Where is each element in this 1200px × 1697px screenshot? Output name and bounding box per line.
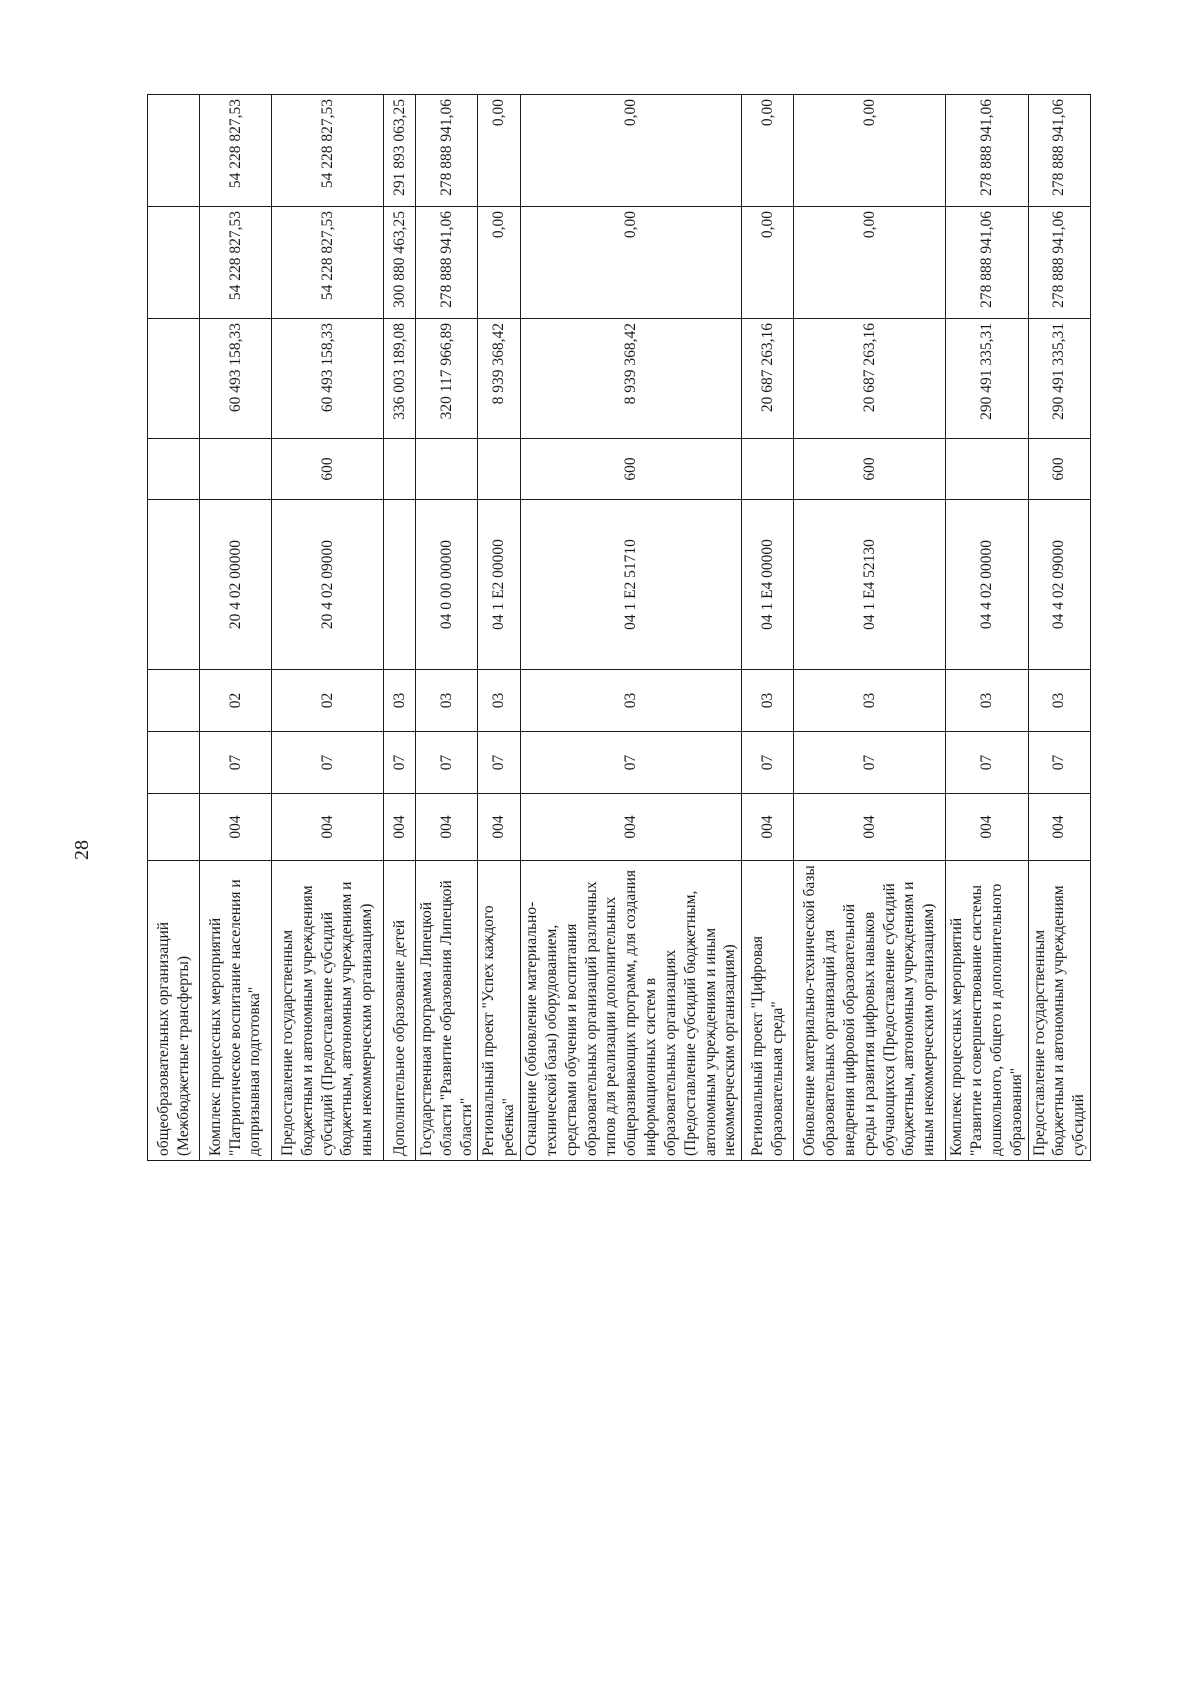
amount-year-2: 278 888 941,06: [416, 207, 478, 319]
amount-year-2: 278 888 941,06: [1028, 207, 1090, 319]
amount-year-2: 0,00: [521, 207, 742, 319]
amount-year-3: 0,00: [521, 95, 742, 207]
section-code: 07: [416, 732, 478, 794]
amount-year-1: 320 117 966,89: [416, 319, 478, 439]
row-name: Государственная программа Липецкой области "Развитие образования Липецкой области": [416, 861, 478, 1161]
row-name: Обновление материально-технической базы образовательных организаций для внедрения цифровой образовательной среды и развития цифровых навыков обучающихся (Предоставление субсидий бюджетным, автономным учреждениям и иным некоммерческим организациям): [794, 861, 946, 1161]
section-code: 07: [478, 732, 521, 794]
amount-year-1: 20 687 263,16: [794, 319, 946, 439]
row-name: Региональный проект "Успех каждого ребенка": [478, 861, 521, 1161]
table-row: [384, 95, 416, 1161]
section-code: 07: [521, 732, 742, 794]
expense-type-code: 600: [272, 439, 384, 500]
amount-year-1: 290 491 335,31: [1028, 319, 1090, 439]
table-row: [416, 95, 478, 1161]
budget-table-rotated: [147, 95, 1088, 1161]
row-name: общеобразовательных организаций (Межбюджетные трансферты): [148, 861, 200, 1161]
row-name: Предоставление государственным бюджетным и автономным учреждениям субсидий: [1028, 861, 1090, 1161]
amount-year-3: 0,00: [742, 95, 794, 207]
section-code: 07: [384, 732, 416, 794]
amount-year-3: 54 228 827,53: [200, 95, 272, 207]
target-article-code: 04 4 02 09000: [1028, 500, 1090, 670]
table-row: [200, 95, 272, 1161]
subsection-code: 02: [200, 670, 272, 732]
subsection-code: 03: [1028, 670, 1090, 732]
section-code: 07: [200, 732, 272, 794]
amount-year-1: 8 939 368,42: [478, 319, 521, 439]
expense-type-code: [416, 439, 478, 500]
amount-year-3: 0,00: [794, 95, 946, 207]
amount-year-1: 60 493 158,33: [200, 319, 272, 439]
subsection-code: 03: [521, 670, 742, 732]
target-article-code: 20 4 02 09000: [272, 500, 384, 670]
target-article-code: 04 1 Е4 00000: [742, 500, 794, 670]
target-article-code: 04 0 00 00000: [416, 500, 478, 670]
amount-year-1: 8 939 368,42: [521, 319, 742, 439]
row-name: Комплекс процессных мероприятий "Патриотическое воспитание населения и допризывная подготовка": [200, 861, 272, 1161]
target-article-code: 04 1 Е4 52130: [794, 500, 946, 670]
table-row: [742, 95, 794, 1161]
subsection-code: 03: [742, 670, 794, 732]
amount-year-1: 336 003 189,08: [384, 319, 416, 439]
ved-code: 004: [384, 794, 416, 861]
table-row: [272, 95, 384, 1161]
table-row: [478, 95, 521, 1161]
subsection-code: 02: [272, 670, 384, 732]
amount-year-2: 300 880 463,25: [384, 207, 416, 319]
amount-year-3: 278 888 941,06: [1028, 95, 1090, 207]
expense-type-code: 600: [521, 439, 742, 500]
expense-type-code: 600: [1028, 439, 1090, 500]
table-row: [794, 95, 946, 1161]
expense-type-code: [148, 439, 200, 500]
target-article-code: 20 4 02 00000: [200, 500, 272, 670]
amount-year-2: 0,00: [742, 207, 794, 319]
ved-code: 004: [478, 794, 521, 861]
amount-year-3: 278 888 941,06: [946, 95, 1028, 207]
target-article-code: [148, 500, 200, 670]
row-name: Комплекс процессных мероприятий "Развитие и совершенствование системы дошкольного, общего и дополнительного образования": [946, 861, 1028, 1161]
row-name: Дополнительное образование детей: [384, 861, 416, 1161]
ved-code: 004: [272, 794, 384, 861]
amount-year-2: 0,00: [794, 207, 946, 319]
amount-year-3: 0,00: [478, 95, 521, 207]
amount-year-2: 54 228 827,53: [200, 207, 272, 319]
amount-year-1: [148, 319, 200, 439]
row-name: Оснащение (обновление материально-технической базы) оборудованием, средствами обучения и воспитания образовательных организаций различных типов для реализации дополнительных общеразвивающих программ, для создания информационных систем в образовательных организациях (Предоставление субсидий бюджетным, автономным учреждениям и иным некоммерческим организациям): [521, 861, 742, 1161]
ved-code: 004: [742, 794, 794, 861]
ved-code: 004: [946, 794, 1028, 861]
subsection-code: [148, 670, 200, 732]
ved-code: 004: [794, 794, 946, 861]
section-code: 07: [1028, 732, 1090, 794]
expense-type-code: [478, 439, 521, 500]
subsection-code: 03: [794, 670, 946, 732]
table-row: [148, 95, 200, 1161]
expense-type-code: [742, 439, 794, 500]
table-row: [946, 95, 1028, 1161]
section-code: 07: [794, 732, 946, 794]
expense-type-code: [946, 439, 1028, 500]
amount-year-3: 54 228 827,53: [272, 95, 384, 207]
expense-type-code: [200, 439, 272, 500]
section-code: [148, 732, 200, 794]
ved-code: 004: [521, 794, 742, 861]
amount-year-3: 278 888 941,06: [416, 95, 478, 207]
expense-type-code: 600: [794, 439, 946, 500]
amount-year-3: 291 893 063,25: [384, 95, 416, 207]
target-article-code: 04 1 Е2 00000: [478, 500, 521, 670]
section-code: 07: [272, 732, 384, 794]
amount-year-1: 290 491 335,31: [946, 319, 1028, 439]
amount-year-2: [148, 207, 200, 319]
expense-type-code: [384, 439, 416, 500]
section-code: 07: [742, 732, 794, 794]
amount-year-2: 54 228 827,53: [272, 207, 384, 319]
amount-year-1: 20 687 263,16: [742, 319, 794, 439]
ved-code: 004: [1028, 794, 1090, 861]
subsection-code: 03: [478, 670, 521, 732]
target-article-code: [384, 500, 416, 670]
budget-table: [147, 94, 1091, 1161]
amount-year-2: 278 888 941,06: [946, 207, 1028, 319]
ved-code: [148, 794, 200, 861]
table-row: [1028, 95, 1090, 1161]
section-code: 07: [946, 732, 1028, 794]
ved-code: 004: [416, 794, 478, 861]
subsection-code: 03: [946, 670, 1028, 732]
target-article-code: 04 1 Е2 51710: [521, 500, 742, 670]
target-article-code: 04 4 02 00000: [946, 500, 1028, 670]
amount-year-1: 60 493 158,33: [272, 319, 384, 439]
subsection-code: 03: [416, 670, 478, 732]
subsection-code: 03: [384, 670, 416, 732]
amount-year-2: 0,00: [478, 207, 521, 319]
amount-year-3: [148, 95, 200, 207]
page-number: 28: [71, 840, 93, 860]
table-row: [521, 95, 742, 1161]
row-name: Предоставление государственным бюджетным и автономным учреждениям субсидий (Предоставление субсидий бюджетным, автономным учреждениям и иным некоммерческим организациям): [272, 861, 384, 1161]
row-name: Региональный проект "Цифровая образовательная среда": [742, 861, 794, 1161]
ved-code: 004: [200, 794, 272, 861]
